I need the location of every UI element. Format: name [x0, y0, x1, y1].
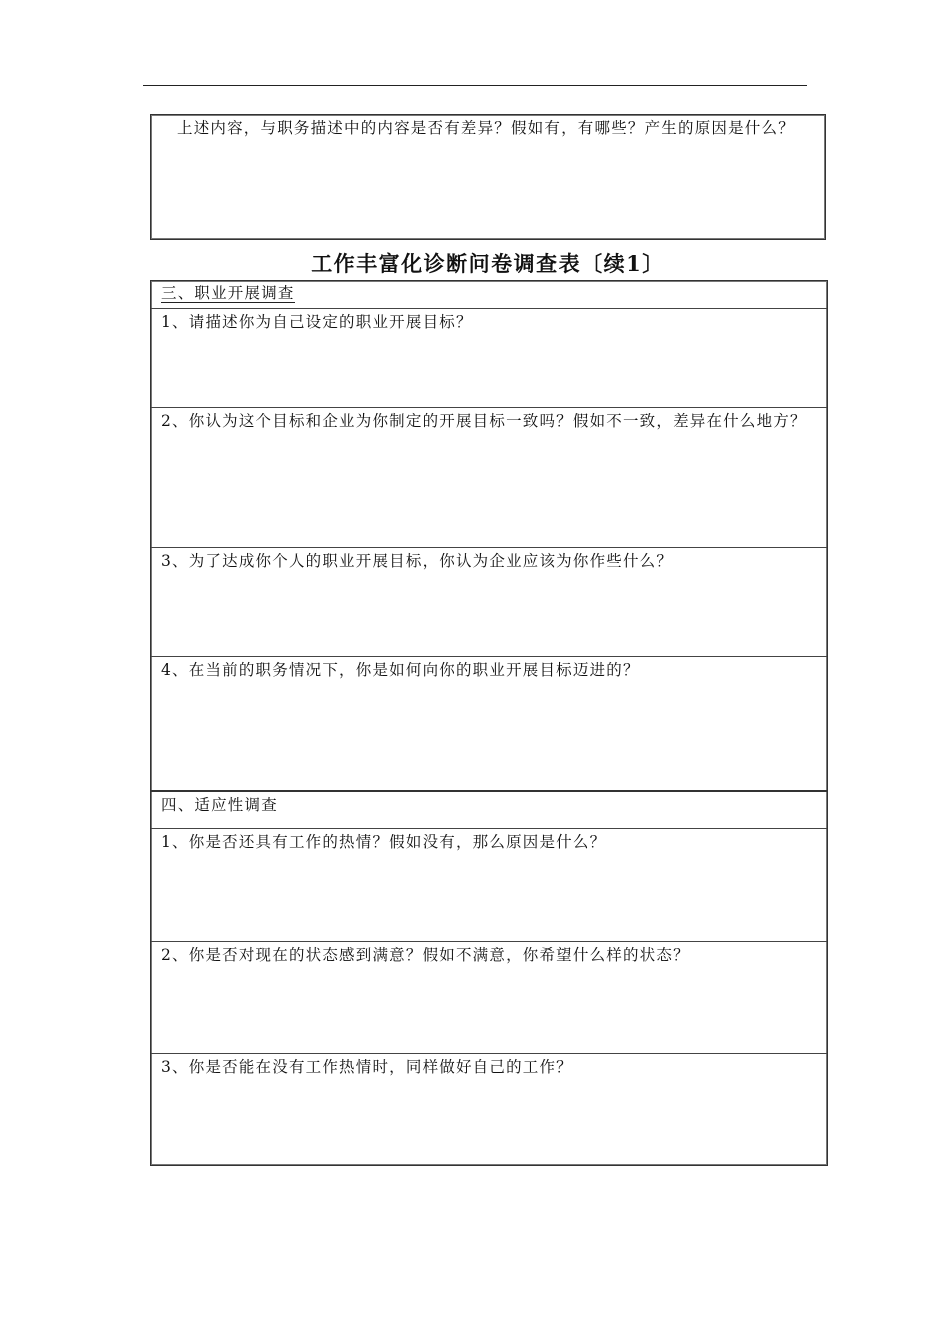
- header-rule: [143, 85, 807, 86]
- question-text: 2、你认为这个目标和企业为你制定的开展目标一致吗？假如不一致，差异在什么地方？: [161, 412, 807, 430]
- questionnaire-table: [150, 280, 828, 1166]
- previous-question-text: 上述内容，与职务描述中的内容是否有差异？假如有，有哪些？产生的原因是什么？: [177, 119, 795, 137]
- question-text: 4、在当前的职务情况下，你是如何向你的职业开展目标迈进的？: [161, 661, 640, 679]
- question-row-3-3[interactable]: [151, 547, 827, 656]
- page-title: 工作丰富化诊断问卷调查表〔续1〕: [311, 251, 665, 276]
- section4-heading-row: [151, 790, 827, 828]
- section3-heading: 三、职业开展调查: [161, 284, 295, 302]
- question-text: 3、你是否能在没有工作热情时，同样做好自己的工作？: [161, 1058, 573, 1076]
- section3-heading-row: [151, 281, 827, 308]
- question-row-3-2[interactable]: [151, 407, 827, 547]
- question-text: 1、你是否还具有工作的热情？假如没有，那么原因是什么？: [161, 833, 607, 851]
- question-row-4-2[interactable]: [151, 941, 827, 1053]
- question-row-3-1[interactable]: [151, 308, 827, 407]
- question-row-4-1[interactable]: [151, 828, 827, 941]
- question-row-4-3[interactable]: [151, 1053, 827, 1165]
- question-text: 3、为了达成你个人的职业开展目标，你认为企业应该为你作些什么？: [161, 552, 674, 570]
- question-text: 1、请描述你为自己设定的职业开展目标？: [161, 313, 473, 331]
- section4-heading: 四、适应性调查: [161, 796, 278, 814]
- previous-question-box: [150, 114, 826, 240]
- question-row-3-4[interactable]: [151, 656, 827, 790]
- question-text: 2、你是否对现在的状态感到满意？假如不满意，你希望什么样的状态？: [161, 946, 690, 964]
